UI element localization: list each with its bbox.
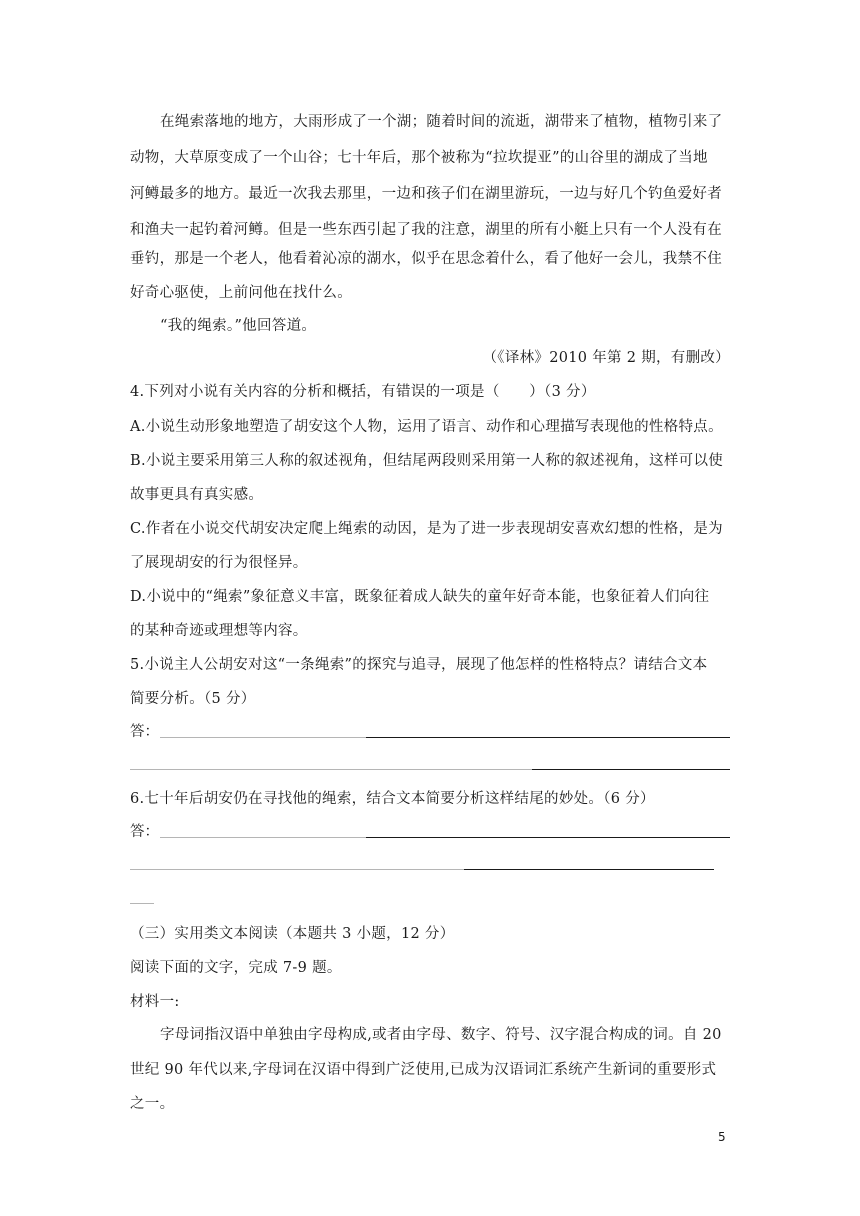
q6-answer-underline-1a [160,837,366,838]
section3-body-line-1: 字母词指汉语中单独由字母构成,或者由字母、数字、符号、汉字混合构成的词。自 20 [160,1027,722,1043]
q6-answer-underline-2b [464,869,714,870]
q4-option-c-line-1: C.作者在小说交代胡安决定爬上绳索的动因，是为了进一步表现胡安喜欢幻想的性格，是为 [130,521,723,537]
q5-answer-row-1[interactable] [130,722,730,742]
q4-option-d-line-1: D.小说中的“绳索”象征意义丰富，既象征着成人缺失的童年好奇本能，也象征着人们向往 [130,589,710,605]
passage-line-6: 好奇心驱使，上前问他在找什么。 [130,285,352,301]
section3-heading: （三）实用类文本阅读（本题共 3 小题，12 分） [130,926,455,942]
q5-answer-underline-2b [532,769,730,770]
q6-answer-underline-1b [366,837,730,838]
q5-answer-underline-2a[interactable] [130,769,532,770]
q4-option-b-line-2: 故事更具有真实感。 [130,487,264,503]
q5-answer-underline-1b [366,737,730,738]
passage-source: （《译林》2010 年第 2 期，有删改） [482,350,730,366]
passage-line-3: 河鳟最多的地方。最近一次我去那里，一边和孩子们在湖里游玩，一边与好几个钓鱼爱好者 [130,186,722,202]
q4-option-b-line-1: B.小说主要采用第三人称的叙述视角，但结尾两段则采用第一人称的叙述视角，这样可以使 [130,453,724,469]
passage-line-2: 动物，大草原变成了一个山谷；七十年后，那个被称为“拉坎提亚”的山谷里的湖成了当地 [130,150,708,166]
q5-answer-label: 答： [130,724,159,740]
passage-line-1: 在绳索落地的地方，大雨形成了一个湖；随着时间的流逝，湖带来了植物，植物引来了 [160,114,723,130]
q4-option-c-line-2: 了展现胡安的行为很怪异。 [130,555,308,571]
q5-stem-line-2: 简要分析。（5 分） [130,691,256,707]
section3-instruction: 阅读下面的文字，完成 7-9 题。 [130,960,342,976]
q6-answer-label: 答： [130,824,159,840]
passage-quote: “我的绳索。”他回答道。 [160,318,317,334]
q6-answer-row-1[interactable] [130,822,730,842]
passage-line-4: 和渔夫一起钓着河鳟。但是一些东西引起了我的注意，湖里的所有小艇上只有一个人没有在 [130,222,722,238]
q4-option-a: A.小说生动形象地塑造了胡安这个人物，运用了语言、动作和心理描写表现他的性格特点。 [130,419,723,435]
q6-stem: 6.七十年后胡安仍在寻找他的绳索，结合文本简要分析这样结尾的妙处。（6 分） [130,791,655,807]
passage-line-5: 垂钓，那是一个老人，他看着沁凉的湖水，似乎在思念着什么，看了他好一会儿，我禁不住 [130,251,722,267]
page-number: 5 [718,1130,726,1144]
q5-answer-underline-1a [160,737,366,738]
q4-option-d-line-2: 的某种奇迹或理想等内容。 [130,623,308,639]
q5-stem-line-1: 5.小说主人公胡安对这“一条绳索”的探究与追寻，展现了他怎样的性格特点？请结合文本 [130,657,708,673]
section3-material-label: 材料一: [130,994,180,1010]
q6-answer-underline-3[interactable] [130,903,154,904]
q4-stem: 4.下列对小说有关内容的分析和概括，有错误的一项是（ ）（3 分） [130,384,596,400]
section3-body-line-2: 世纪 90 年代以来,字母词在汉语中得到广泛使用,已成为汉语词汇系统产生新词的重要形式 [130,1062,717,1078]
section3-body-line-3: 之一。 [130,1096,175,1112]
q6-answer-underline-2a[interactable] [130,869,464,870]
